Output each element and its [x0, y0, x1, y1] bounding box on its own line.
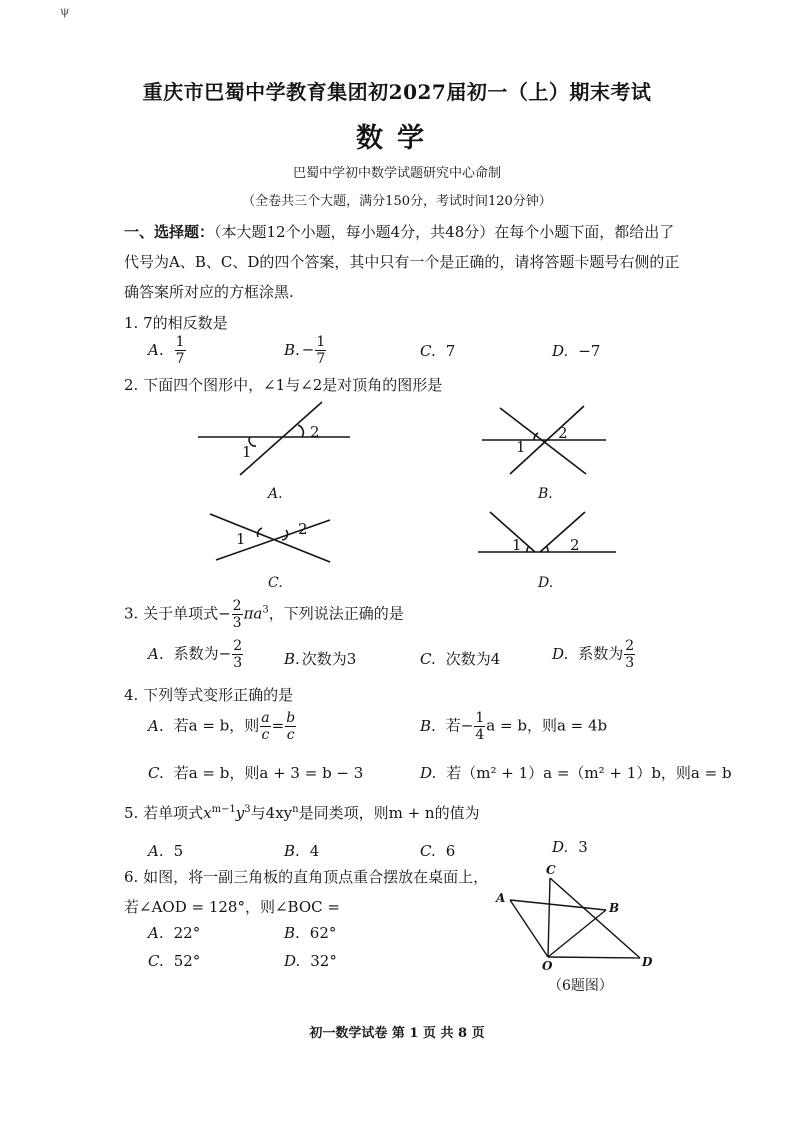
frac-den: 7 — [175, 351, 185, 367]
q3-a-label: A. — [148, 644, 164, 663]
q2-label-d: D. — [538, 575, 554, 591]
frac-num: 1 — [316, 334, 326, 350]
q5-option-b — [284, 842, 319, 860]
frac-num: a — [261, 710, 270, 726]
q5-option-c — [420, 842, 455, 860]
fig6-line-ob — [548, 910, 606, 957]
section1-intro-line1 — [124, 218, 684, 246]
q1-b-fraction — [315, 334, 326, 367]
q5-option-d — [552, 838, 588, 856]
frac-num: 1 — [475, 710, 485, 726]
q4-a-fraction2 — [285, 710, 296, 743]
frac-num: 1 — [175, 334, 185, 350]
q1-option-b — [284, 334, 327, 367]
q2-label-a: A. — [268, 486, 283, 502]
q6-b-text: 62° — [309, 924, 337, 942]
fig-c-arc1 — [258, 528, 262, 537]
q3-stem-fraction — [232, 598, 243, 631]
frac-den: 7 — [316, 351, 326, 367]
q3-d-label: D. — [552, 644, 569, 663]
q4-b-text2: a = b，则a = 4b — [486, 716, 608, 735]
q4-a-text: 若a = b，则 — [173, 716, 260, 735]
q1-option-a — [148, 334, 187, 367]
q6-stem-line1: 6. 如图，将一副三角板的直角顶点重合摆放在桌面上， — [124, 868, 489, 886]
q4-option-b — [420, 710, 607, 743]
q5-d-text: 3 — [578, 838, 588, 856]
q1-b-label: B. — [284, 340, 300, 359]
q5-a-label: A. — [148, 842, 164, 860]
q1-c-label: C. — [420, 342, 436, 360]
q4-b-text1: 若− — [445, 716, 474, 735]
fig-a-arc2 — [298, 425, 303, 437]
frac-den: 3 — [625, 655, 635, 671]
q3-option-c — [420, 648, 500, 669]
q5-y: y — [235, 804, 245, 822]
fig6-line-cd — [550, 878, 640, 958]
fig-c-angle2: 2 — [298, 520, 308, 538]
fig-a-angle1: 1 — [242, 443, 252, 461]
fig6-line-oc — [548, 878, 550, 957]
q3-d-text: 系数为 — [578, 644, 624, 663]
q1-stem: 1. 7的相反数是 — [124, 314, 228, 332]
fig-d-angle2: 2 — [570, 536, 580, 554]
section1-text2: 代号为A、B、C、D的四个答案，其中只有一个是正确的，请将答题卡题号右侧的正 — [124, 253, 680, 271]
q4-d-label: D. — [420, 764, 437, 782]
q4-c-text: 若a = b，则a + 3 = b − 3 — [173, 764, 364, 782]
q5-stem-post: 是同类项，则m + n的值为 — [298, 804, 480, 822]
q5-option-a — [148, 842, 183, 860]
q4-stem: 4. 下列等式变形正确的是 — [124, 686, 294, 704]
page-footer: 初一数学试卷 第 1 页 共 8 页 — [309, 1026, 485, 1041]
fig6-point-d: D — [642, 955, 653, 969]
q3-stem-exp: 3 — [262, 604, 269, 616]
q3-option-b — [284, 648, 356, 669]
fig-c-angle1: 1 — [236, 530, 246, 548]
q6-stem-line2: 若∠AOD = 128°，则∠BOC = — [124, 898, 340, 916]
q3-option-a — [148, 638, 244, 671]
q3-option-d — [552, 638, 636, 671]
q4-option-c — [148, 762, 363, 783]
q5-a-text: 5 — [173, 842, 184, 860]
committee-line: 巴蜀中学初中数学试题研究中心命制 — [292, 166, 501, 181]
q3-c-label: C. — [420, 650, 436, 668]
q3-b-text: 次数为3 — [301, 650, 357, 668]
q5-n-exp: n — [292, 804, 299, 815]
q6-d-text: 32° — [310, 952, 337, 970]
q4-a-label: A. — [148, 716, 164, 735]
q2-label-c: C. — [268, 575, 283, 591]
q6-a-label: A. — [148, 924, 164, 942]
section1-text1: （本大题12个小题，每小题4分，共48分）在每个小题下面，都给出了 — [214, 223, 675, 241]
q5-mid: 与4xy — [250, 804, 293, 822]
q1-option-c — [420, 342, 455, 360]
q6-c-text: 52° — [173, 952, 201, 970]
q4-b-fraction — [474, 710, 485, 743]
q1-d-label: D. — [552, 342, 569, 360]
q6-option-d — [284, 952, 337, 970]
q6-c-label: C. — [148, 952, 164, 970]
frac-num: 2 — [233, 638, 243, 654]
q5-x-exp: m−1 — [211, 804, 236, 815]
q5-d-label: D. — [552, 838, 569, 856]
q5-c-label: C. — [420, 842, 436, 860]
fig-b-angle1: 1 — [516, 438, 526, 456]
q1-d-text: −7 — [578, 342, 601, 360]
fig6-point-o: O — [542, 959, 553, 973]
frac-num: 2 — [232, 598, 242, 614]
fig6-point-c: C — [546, 863, 556, 877]
exam-title: 重庆市巴蜀中学教育集团初2027届初一（上）期末考试 — [142, 80, 652, 104]
q4-option-d — [420, 762, 732, 783]
fig-b-line — [500, 408, 586, 474]
fig-c-line — [210, 514, 330, 562]
q4-b-label: B. — [420, 716, 436, 735]
q5-x: x — [203, 804, 212, 822]
q5-b-label: B. — [284, 842, 300, 860]
q6-option-b — [284, 924, 336, 942]
q6-b-label: B. — [284, 924, 300, 942]
q5-b-text: 4 — [309, 842, 320, 860]
q2-label-b: B. — [538, 486, 553, 502]
q4-option-a — [148, 710, 297, 743]
corner-mark: ψ — [60, 4, 70, 18]
fig-b-angle2: 2 — [558, 424, 568, 442]
q6-figure — [492, 862, 662, 974]
fig-a-angle2: 2 — [310, 423, 320, 441]
q5-stem — [124, 802, 480, 823]
fig-d-angle1: 1 — [512, 536, 522, 554]
q3-stem — [124, 598, 404, 631]
q4-a-fraction1 — [260, 710, 270, 743]
frac-den: c — [286, 727, 295, 743]
subject-title: 数学 — [356, 123, 438, 154]
fig-c-line — [216, 520, 330, 560]
q1-option-d — [552, 342, 600, 360]
q1-c-text: 7 — [445, 342, 456, 360]
q3-c-text: 次数为4 — [445, 650, 501, 668]
frac-den: c — [261, 727, 270, 743]
fig6-point-a: A — [496, 891, 506, 905]
q1-b-sign: − — [301, 340, 315, 359]
q3-stem-pre: 3. 关于单项式− — [124, 604, 231, 623]
q1-a-label: A. — [148, 340, 164, 359]
frac-num: b — [286, 710, 296, 726]
q4-d-text: 若（m² + 1）a =（m² + 1）b，则a = b — [446, 764, 732, 782]
fig-c-arc2 — [282, 530, 288, 540]
fig6-line-ab — [510, 900, 606, 910]
q5-y-exp: 3 — [244, 804, 251, 815]
q2-figures — [190, 400, 620, 590]
fig-d-arc2 — [546, 546, 548, 552]
frac-den: 3 — [233, 655, 243, 671]
frac-den: 4 — [475, 727, 485, 743]
q3-a-fraction — [232, 638, 243, 671]
q6-d-label: D. — [284, 952, 301, 970]
q6-option-c — [148, 952, 200, 970]
section1-heading: 一、选择题： — [124, 223, 215, 241]
frac-num: 2 — [625, 638, 635, 654]
q6-a-text: 22° — [173, 924, 201, 942]
frac-den: 3 — [232, 615, 242, 631]
q3-a-text: 系数为− — [173, 644, 232, 663]
exam-info: （全卷共三个大题，满分150分，考试时间120分钟） — [242, 194, 552, 209]
q6-caption: （6题图） — [548, 978, 613, 994]
q3-stem-post: ，下列说法正确的是 — [268, 604, 404, 623]
q5-stem-pre: 5. 若单项式 — [124, 804, 204, 822]
q4-c-label: C. — [148, 764, 164, 782]
section1-text3: 确答案所对应的方框涂黑. — [124, 283, 294, 301]
fig-d-arc1 — [527, 546, 529, 552]
q3-b-label: B. — [284, 650, 300, 668]
q5-c-text: 6 — [445, 842, 456, 860]
q6-option-a — [148, 924, 200, 942]
q3-d-fraction — [624, 638, 635, 671]
fig6-point-b: B — [609, 901, 620, 915]
q3-stem-var: πa — [243, 604, 263, 623]
fig6-line-od — [548, 957, 640, 958]
q2-stem: 2. 下面四个图形中，∠1与∠2是对顶角的图形是 — [124, 376, 443, 394]
fig6-line-ao — [510, 900, 548, 957]
q1-a-fraction — [175, 334, 186, 367]
q4-a-eq: = — [271, 716, 285, 735]
